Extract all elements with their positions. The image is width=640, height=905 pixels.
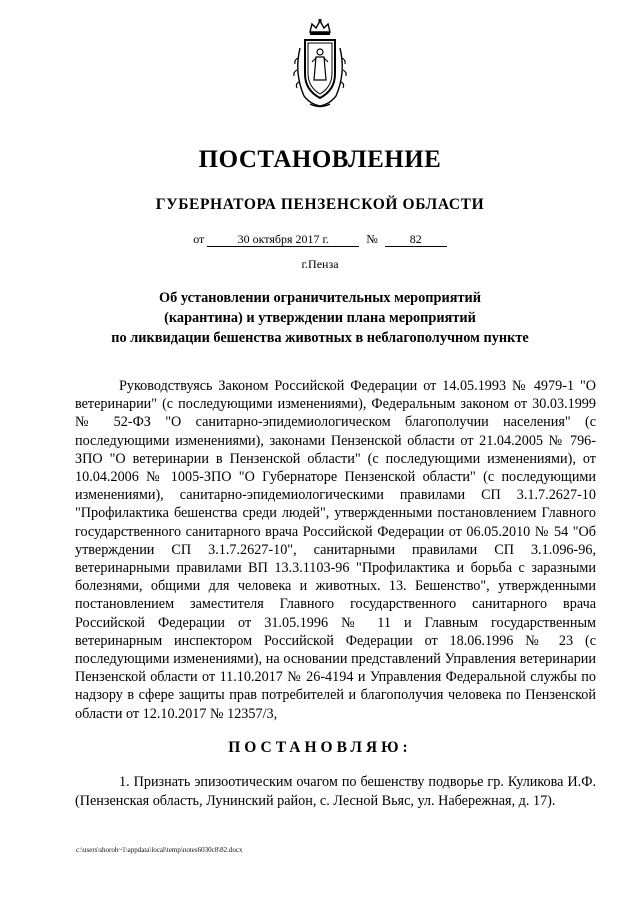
subject-line: Об установлении ограничительных мероприятий	[159, 290, 481, 306]
document-subject	[80, 288, 560, 348]
date-number-line	[0, 232, 640, 247]
document-date: 30 октября 2017 г.	[207, 232, 359, 247]
issue-city: г.Пенза	[301, 257, 339, 271]
document-number: 82	[385, 232, 447, 247]
coat-of-arms-emblem	[290, 18, 350, 110]
subject-line: (карантина) и утверждении плана мероприятий	[164, 310, 476, 326]
date-prefix: от	[193, 232, 205, 246]
subject-line: по ликвидации бешенства животных в неблагополучном пункте	[111, 330, 529, 346]
issuing-authority: ГУБЕРНАТОРА ПЕНЗЕНСКОЙ ОБЛАСТИ	[155, 196, 485, 213]
footer-file-path: c:\users\shoroh~1\appdata\local\temp\notes6030c8\82.docx	[76, 846, 243, 854]
number-label: №	[366, 232, 378, 246]
preamble-paragraph: Руководствуясь Законом Российской Федерации от 14.05.1993 № 4979-1 "О ветеринарии" (с последующими изменениями), Федеральным законом от 30.03.1999 № 52-ФЗ "О санитарно-эпидемиологическом благополучии населения" (с последующими изменениями), законами Пензенской области от 21.04.2005 № 796-ЗПО "О ветеринарии в Пензенской области" (с последующими изменениями), от 10.04.2006 № 1005-ЗПО "О Губернаторе Пензенской области" (с последующими изменениями), санитарно-эпидемиологическими правилами СП 3.1.7.2627-10 "Профилактика бешенства среди людей", утвержденными постановлением Главного государственного санитарного врача Российской Федерации от 06.05.2010 № 54 "Об утверждении СП 3.1.7.2627-10", санитарными правилами СП 3.1.096-96, ветеринарными правилами ВП 13.3.1103-96 "Профилактика и борьба с заразными болезнями, общими для человека и животных. 13. Бешенство", утвержденными постановлением заместителя Главного государственного санитарного врача Российской Федерации от 31.05.1996 № 11 и Главным государственным ветеринарным инспектором Российской Федерации от 18.06.1996 № 23 (с последующими изменениями), на основании представлений Управления ветеринарии Пензенской области от 11.10.2017 № 26-4194 и Управления Федеральной службы по надзору в сфере защиты прав потребителей и благополучия человека по Пензенской области от 12.10.2017 № 12357/3,	[75, 378, 596, 722]
decree-point: 1. Признать эпизоотическим очагом по бешенству подворье гр. Куликова И.Ф. (Пензенская область, Лунинский район, с. Лесной Вьяс, ул. Набережная, д. 17).	[75, 774, 596, 809]
decree-heading: ПОСТАНОВЛЯЮ:	[228, 739, 412, 756]
document-type-title: ПОСТАНОВЛЕНИЕ	[198, 146, 442, 173]
